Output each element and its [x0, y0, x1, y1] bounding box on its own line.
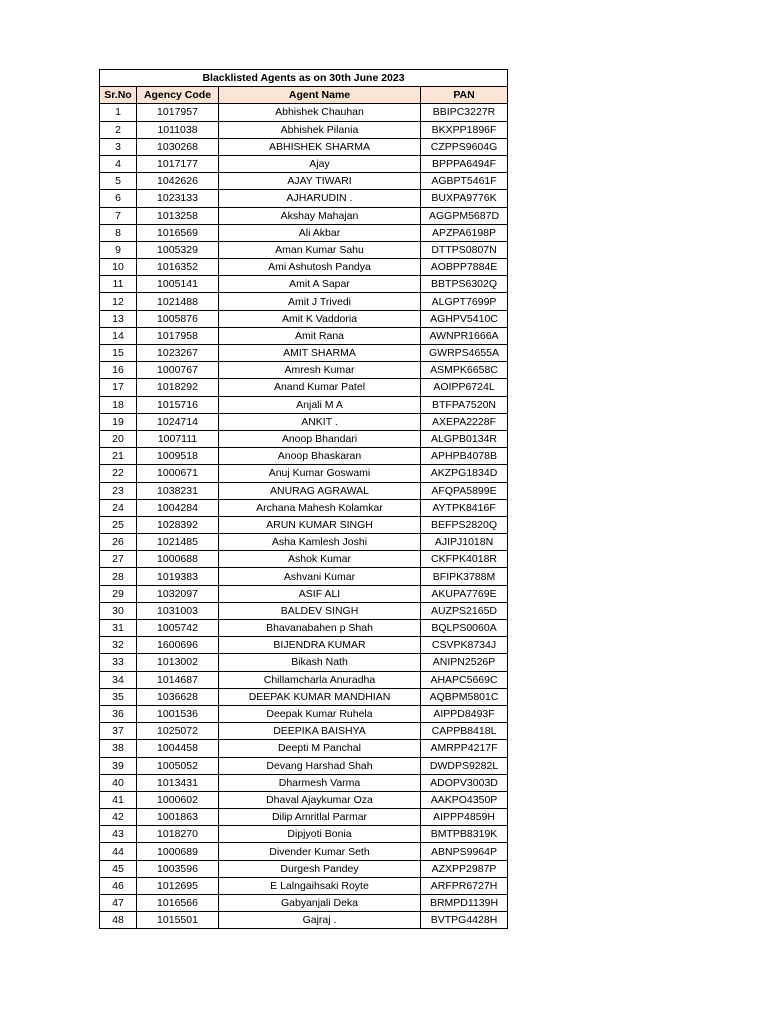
table-row [100, 843, 508, 860]
sr-no-cell: 45 [100, 860, 137, 877]
pan-cell: BQLPS0060A [421, 620, 508, 637]
agent-name-cell: Ashvani Kumar [219, 568, 421, 585]
sr-no-cell: 2 [100, 121, 137, 138]
agent-name-cell: Ali Akbar [219, 224, 421, 241]
table-row [100, 121, 508, 138]
agent-name-cell: Amit A Sapar [219, 276, 421, 293]
agent-name-cell: Ashok Kumar [219, 551, 421, 568]
agency-code-cell: 1009518 [137, 448, 219, 465]
agent-name-cell: Bikash Nath [219, 654, 421, 671]
agent-name-cell: Dipjyoti Bonia [219, 826, 421, 843]
agency-code-cell: 1023133 [137, 190, 219, 207]
agency-code-cell: 1015501 [137, 912, 219, 929]
pan-cell: CKFPK4018R [421, 551, 508, 568]
sr-no-cell: 22 [100, 465, 137, 482]
agent-name-cell: Deepak Kumar Ruhela [219, 705, 421, 722]
pan-cell: AAKPO4350P [421, 791, 508, 808]
pan-cell: ADOPV3003D [421, 774, 508, 791]
agency-code-cell: 1004458 [137, 740, 219, 757]
table-row [100, 104, 508, 121]
table-row [100, 705, 508, 722]
agent-name-cell: Amit Rana [219, 327, 421, 344]
table-row [100, 534, 508, 551]
table-row [100, 482, 508, 499]
table-row [100, 207, 508, 224]
agency-code-cell: 1032097 [137, 585, 219, 602]
agent-name-cell: Ajay [219, 155, 421, 172]
agency-code-cell: 1018270 [137, 826, 219, 843]
pan-cell: BEFPS2820Q [421, 516, 508, 533]
pan-cell: BRMPD1139H [421, 895, 508, 912]
table-row [100, 688, 508, 705]
agency-code-cell: 1001536 [137, 705, 219, 722]
header-sr-no: Sr.No [100, 87, 137, 104]
sr-no-cell: 5 [100, 173, 137, 190]
agency-code-cell: 1000688 [137, 551, 219, 568]
sr-no-cell: 19 [100, 413, 137, 430]
sr-no-cell: 40 [100, 774, 137, 791]
sr-no-cell: 12 [100, 293, 137, 310]
title-row [100, 70, 508, 87]
sr-no-cell: 13 [100, 310, 137, 327]
table-row [100, 362, 508, 379]
sr-no-cell: 7 [100, 207, 137, 224]
sr-no-cell: 10 [100, 259, 137, 276]
pan-cell: APHPB4078B [421, 448, 508, 465]
table-row [100, 585, 508, 602]
table-row [100, 740, 508, 757]
agent-name-cell: Dharmesh Varma [219, 774, 421, 791]
table-row [100, 551, 508, 568]
table-row [100, 654, 508, 671]
table-row [100, 757, 508, 774]
sr-no-cell: 26 [100, 534, 137, 551]
table-row [100, 190, 508, 207]
pan-cell: AWNPR1666A [421, 327, 508, 344]
pan-cell: BFIPK3788M [421, 568, 508, 585]
agency-code-cell: 1003596 [137, 860, 219, 877]
agency-code-cell: 1028392 [137, 516, 219, 533]
agent-name-cell: E Lalngaihsaki Royte [219, 877, 421, 894]
agent-name-cell: Gabyanjali Deka [219, 895, 421, 912]
agency-code-cell: 1023267 [137, 345, 219, 362]
pan-cell: AKUPA7769E [421, 585, 508, 602]
sr-no-cell: 23 [100, 482, 137, 499]
agency-code-cell: 1011038 [137, 121, 219, 138]
sr-no-cell: 6 [100, 190, 137, 207]
agency-code-cell: 1021485 [137, 534, 219, 551]
sr-no-cell: 43 [100, 826, 137, 843]
table-row [100, 791, 508, 808]
agent-name-cell: Anuj Kumar Goswami [219, 465, 421, 482]
sr-no-cell: 30 [100, 602, 137, 619]
agency-code-cell: 1021488 [137, 293, 219, 310]
sr-no-cell: 9 [100, 241, 137, 258]
agency-code-cell: 1000767 [137, 362, 219, 379]
pan-cell: AGHPV5410C [421, 310, 508, 327]
agency-code-cell: 1019383 [137, 568, 219, 585]
agent-name-cell: Abhishek Chauhan [219, 104, 421, 121]
table-row [100, 293, 508, 310]
table-row [100, 912, 508, 929]
agency-code-cell: 1017957 [137, 104, 219, 121]
table-row [100, 345, 508, 362]
agent-name-cell: Ami Ashutosh Pandya [219, 259, 421, 276]
pan-cell: BBTPS6302Q [421, 276, 508, 293]
agent-name-cell: Asha Kamlesh Joshi [219, 534, 421, 551]
blacklisted-agents-table [99, 69, 508, 929]
sr-no-cell: 24 [100, 499, 137, 516]
table-row [100, 671, 508, 688]
pan-cell: CAPPB8418L [421, 723, 508, 740]
sr-no-cell: 11 [100, 276, 137, 293]
agency-code-cell: 1017177 [137, 155, 219, 172]
agency-code-cell: 1042626 [137, 173, 219, 190]
agent-name-cell: Bhavanabahen p Shah [219, 620, 421, 637]
pan-cell: BMTPB8319K [421, 826, 508, 843]
sr-no-cell: 29 [100, 585, 137, 602]
table-row [100, 602, 508, 619]
table-row [100, 465, 508, 482]
sr-no-cell: 20 [100, 430, 137, 447]
agency-code-cell: 1038231 [137, 482, 219, 499]
sr-no-cell: 36 [100, 705, 137, 722]
agent-name-cell: AJAY TIWARI [219, 173, 421, 190]
pan-cell: DWDPS9282L [421, 757, 508, 774]
pan-cell: CSVPK8734J [421, 637, 508, 654]
agent-name-cell: Dhaval Ajaykumar Oza [219, 791, 421, 808]
agency-code-cell: 1013258 [137, 207, 219, 224]
sr-no-cell: 38 [100, 740, 137, 757]
sr-no-cell: 32 [100, 637, 137, 654]
sr-no-cell: 35 [100, 688, 137, 705]
agency-code-cell: 1025072 [137, 723, 219, 740]
agency-code-cell: 1016569 [137, 224, 219, 241]
pan-cell: ALGPB0134R [421, 430, 508, 447]
agent-name-cell: Anoop Bhandari [219, 430, 421, 447]
agency-code-cell: 1005876 [137, 310, 219, 327]
pan-cell: BTFPA7520N [421, 396, 508, 413]
agent-name-cell: Akshay Mahajan [219, 207, 421, 224]
table-row [100, 637, 508, 654]
pan-cell: AGBPT5461F [421, 173, 508, 190]
sr-no-cell: 33 [100, 654, 137, 671]
pan-cell: BBIPC3227R [421, 104, 508, 121]
table-row [100, 516, 508, 533]
agency-code-cell: 1005329 [137, 241, 219, 258]
agent-name-cell: Abhishek Pilania [219, 121, 421, 138]
table-row [100, 826, 508, 843]
agency-code-cell: 1014687 [137, 671, 219, 688]
agent-name-cell: Anjali M A [219, 396, 421, 413]
agent-name-cell: AJHARUDIN . [219, 190, 421, 207]
pan-cell: BPPPA6494F [421, 155, 508, 172]
table-row [100, 499, 508, 516]
pan-cell: AZXPP2987P [421, 860, 508, 877]
agent-name-cell: ASIF ALI [219, 585, 421, 602]
pan-cell: BVTPG4428H [421, 912, 508, 929]
sr-no-cell: 46 [100, 877, 137, 894]
table-title: Blacklisted Agents as on 30th June 2023 [100, 70, 508, 87]
sr-no-cell: 3 [100, 138, 137, 155]
sr-no-cell: 48 [100, 912, 137, 929]
table-body [100, 104, 508, 929]
agent-name-cell: Aman Kumar Sahu [219, 241, 421, 258]
agency-code-cell: 1005052 [137, 757, 219, 774]
pan-cell: ASMPK6658C [421, 362, 508, 379]
agency-code-cell: 1012695 [137, 877, 219, 894]
agent-name-cell: DEEPIKA BAISHYA [219, 723, 421, 740]
pan-cell: AXEPA2228F [421, 413, 508, 430]
pan-cell: GWRPS4655A [421, 345, 508, 362]
header-pan: PAN [421, 87, 508, 104]
sr-no-cell: 27 [100, 551, 137, 568]
table-row [100, 413, 508, 430]
pan-cell: BUXPA9776K [421, 190, 508, 207]
pan-cell: ANIPN2526P [421, 654, 508, 671]
table-row [100, 241, 508, 258]
agency-code-cell: 1016566 [137, 895, 219, 912]
pan-cell: AJIPJ1018N [421, 534, 508, 551]
sr-no-cell: 25 [100, 516, 137, 533]
table-row [100, 276, 508, 293]
table-row [100, 259, 508, 276]
table-row [100, 860, 508, 877]
table-row [100, 224, 508, 241]
agency-code-cell: 1018292 [137, 379, 219, 396]
pan-cell: AOIPP6724L [421, 379, 508, 396]
agent-name-cell: Divender Kumar Seth [219, 843, 421, 860]
agent-name-cell: BIJENDRA KUMAR [219, 637, 421, 654]
agency-code-cell: 1007111 [137, 430, 219, 447]
pan-cell: AUZPS2165D [421, 602, 508, 619]
agency-code-cell: 1030268 [137, 138, 219, 155]
sr-no-cell: 8 [100, 224, 137, 241]
header-row [100, 87, 508, 104]
table-row [100, 396, 508, 413]
table-row [100, 568, 508, 585]
table-row [100, 327, 508, 344]
agency-code-cell: 1017958 [137, 327, 219, 344]
pan-cell: ALGPT7699P [421, 293, 508, 310]
agent-name-cell: Gajraj . [219, 912, 421, 929]
table-row [100, 379, 508, 396]
pan-cell: AQBPM5801C [421, 688, 508, 705]
agency-code-cell: 1031003 [137, 602, 219, 619]
pan-cell: CZPPS9604G [421, 138, 508, 155]
agent-name-cell: Devang Harshad Shah [219, 757, 421, 774]
sr-no-cell: 41 [100, 791, 137, 808]
agent-name-cell: Anoop Bhaskaran [219, 448, 421, 465]
agency-code-cell: 1024714 [137, 413, 219, 430]
agent-name-cell: Deepti M Panchal [219, 740, 421, 757]
pan-cell: AOBPP7884E [421, 259, 508, 276]
table-row [100, 723, 508, 740]
pan-cell: APZPA6198P [421, 224, 508, 241]
agent-name-cell: Dilip Amritlal Parmar [219, 809, 421, 826]
table-row [100, 877, 508, 894]
sr-no-cell: 4 [100, 155, 137, 172]
table-row [100, 448, 508, 465]
agency-code-cell: 1036628 [137, 688, 219, 705]
sr-no-cell: 16 [100, 362, 137, 379]
sr-no-cell: 28 [100, 568, 137, 585]
sr-no-cell: 47 [100, 895, 137, 912]
table-row [100, 774, 508, 791]
pan-cell: AMRPP4217F [421, 740, 508, 757]
table-row [100, 895, 508, 912]
agency-code-cell: 1001863 [137, 809, 219, 826]
sr-no-cell: 34 [100, 671, 137, 688]
pan-cell: AFQPA5899E [421, 482, 508, 499]
agent-name-cell: Chillamcharla Anuradha [219, 671, 421, 688]
pan-cell: AYTPK8416F [421, 499, 508, 516]
table-row [100, 310, 508, 327]
sr-no-cell: 17 [100, 379, 137, 396]
agent-name-cell: AMIT SHARMA [219, 345, 421, 362]
table-row [100, 173, 508, 190]
agent-name-cell: Amit J Trivedi [219, 293, 421, 310]
agency-code-cell: 1000602 [137, 791, 219, 808]
pan-cell: AIPPP4859H [421, 809, 508, 826]
header-agency-code: Agency Code [137, 87, 219, 104]
agent-name-cell: ARUN KUMAR SINGH [219, 516, 421, 533]
table-row [100, 620, 508, 637]
table-row [100, 430, 508, 447]
pan-cell: ABNPS9964P [421, 843, 508, 860]
header-agent-name: Agent Name [219, 87, 421, 104]
agency-code-cell: 1000671 [137, 465, 219, 482]
sr-no-cell: 18 [100, 396, 137, 413]
agent-name-cell: BALDEV SINGH [219, 602, 421, 619]
sr-no-cell: 15 [100, 345, 137, 362]
agent-name-cell: Archana Mahesh Kolamkar [219, 499, 421, 516]
agent-name-cell: Amit K Vaddoria [219, 310, 421, 327]
agency-code-cell: 1005141 [137, 276, 219, 293]
pan-cell: AIPPD8493F [421, 705, 508, 722]
agency-code-cell: 1000689 [137, 843, 219, 860]
agency-code-cell: 1004284 [137, 499, 219, 516]
sr-no-cell: 44 [100, 843, 137, 860]
agency-code-cell: 1013431 [137, 774, 219, 791]
pan-cell: BKXPP1896F [421, 121, 508, 138]
pan-cell: AHAPC5669C [421, 671, 508, 688]
pan-cell: AKZPG1834D [421, 465, 508, 482]
agency-code-cell: 1600696 [137, 637, 219, 654]
sr-no-cell: 42 [100, 809, 137, 826]
agency-code-cell: 1016352 [137, 259, 219, 276]
agent-name-cell: Anand Kumar Patel [219, 379, 421, 396]
sr-no-cell: 21 [100, 448, 137, 465]
agent-name-cell: Amresh Kumar [219, 362, 421, 379]
table-row [100, 155, 508, 172]
table-row [100, 138, 508, 155]
agent-name-cell: ANKIT . [219, 413, 421, 430]
pan-cell: AGGPM5687D [421, 207, 508, 224]
sr-no-cell: 37 [100, 723, 137, 740]
agent-name-cell: ANURAG AGRAWAL [219, 482, 421, 499]
agent-name-cell: Durgesh Pandey [219, 860, 421, 877]
sr-no-cell: 39 [100, 757, 137, 774]
pan-cell: ARFPR6727H [421, 877, 508, 894]
agency-code-cell: 1005742 [137, 620, 219, 637]
agent-name-cell: DEEPAK KUMAR MANDHIAN [219, 688, 421, 705]
pan-cell: DTTPS0807N [421, 241, 508, 258]
sr-no-cell: 31 [100, 620, 137, 637]
sr-no-cell: 1 [100, 104, 137, 121]
sr-no-cell: 14 [100, 327, 137, 344]
agency-code-cell: 1015716 [137, 396, 219, 413]
agent-name-cell: ABHISHEK SHARMA [219, 138, 421, 155]
agency-code-cell: 1013002 [137, 654, 219, 671]
table-row [100, 809, 508, 826]
